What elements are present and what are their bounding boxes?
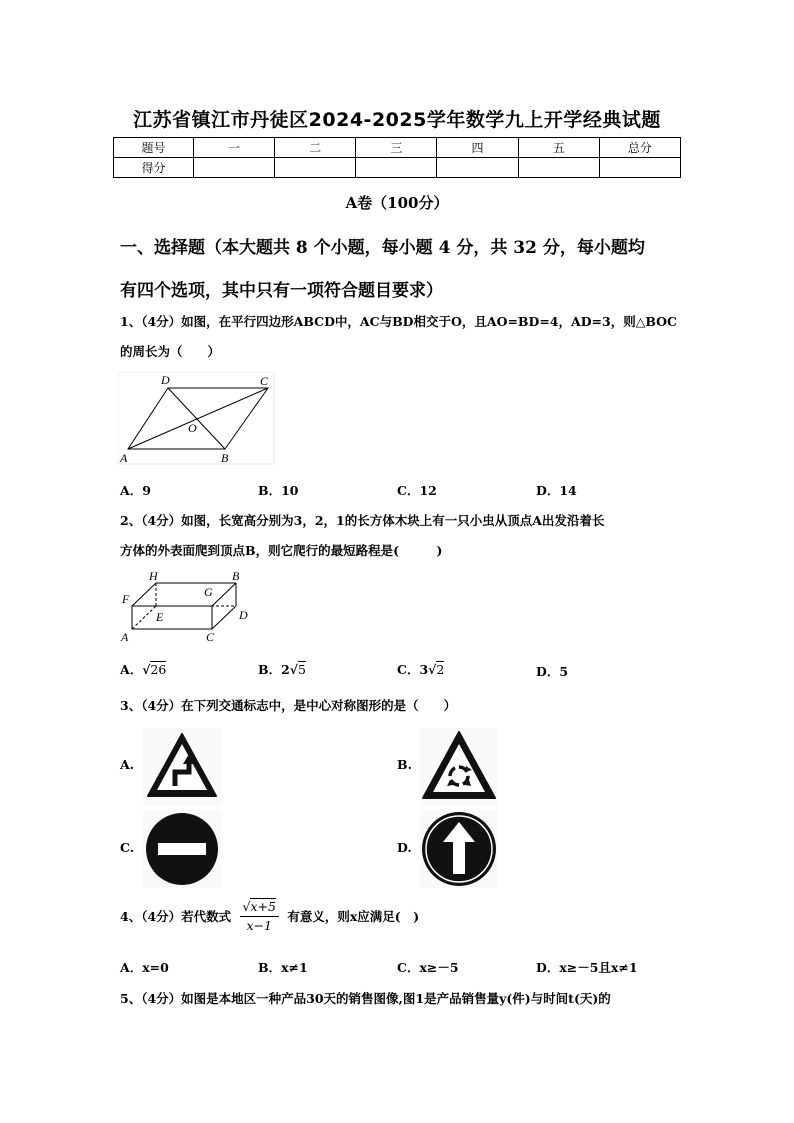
radicand: x+5: [250, 899, 276, 914]
q3-option-b-label[interactable]: B.: [397, 757, 412, 772]
q1-text-line2: 的周长为（ ）: [120, 344, 221, 359]
q4-suffix: 有意义，则x应满足( ): [287, 908, 420, 924]
score-table-cell: 一: [194, 138, 275, 158]
radical-sign: √: [428, 662, 437, 677]
fraction-numerator: [240, 898, 279, 916]
q5-text: 5、（4分）如图是本地区一种产品30天的销售图像,图1是产品销售量y(件)与时间t(天)的: [120, 991, 611, 1006]
q1-option-a[interactable]: A．9: [120, 483, 151, 498]
score-input-cell[interactable]: [275, 158, 356, 178]
score-table-cell: 四: [437, 138, 518, 158]
section-a-heading: A卷（100分）: [345, 194, 449, 212]
roundabout-warning-sign-icon[interactable]: [420, 728, 498, 806]
score-table-cell: 五: [518, 138, 599, 158]
part1-heading-line2: 有四个选项，其中只有一项符合题目要求）: [120, 281, 443, 301]
score-input-cell[interactable]: [194, 158, 275, 178]
q2-option-a[interactable]: [120, 660, 166, 678]
q2-text-line2: 方体的外表面爬到顶点B，则它爬行的最短路程是( ): [120, 543, 443, 558]
score-table-header-row: [114, 138, 681, 158]
q4-option-a[interactable]: A．x=0: [120, 960, 169, 975]
score-table-cell: 二: [275, 138, 356, 158]
q3-text: 3、（4分）在下列交通标志中，是中心对称图形的是（ ）: [120, 698, 457, 713]
q3-option-d-label[interactable]: D.: [397, 840, 412, 855]
radicand: 26: [150, 662, 167, 677]
vertex-label-h: H: [149, 569, 158, 583]
q3-option-c-label[interactable]: C.: [120, 840, 135, 855]
radical-sign: √: [142, 662, 151, 677]
vertex-label-d: D: [161, 373, 170, 387]
q4-option-c[interactable]: C．x≥－5: [397, 960, 459, 975]
q1-text-line1: 1、（4分）如图，在平行四边形ABCD中，AC与BD相交于O，且AO=BD=4，AD=3，则△BOC: [120, 314, 677, 329]
radicand: 5: [297, 662, 306, 677]
exam-title: 江苏省镇江市丹徒区2024-2025学年数学九上开学经典试题: [133, 109, 661, 131]
point-label-o: O: [188, 421, 197, 435]
vertex-label-a: A: [121, 630, 129, 644]
part1-heading-line1: 一、选择题（本大题共 8 个小题，每小题 4 分，共 32 分，每小题均: [120, 238, 645, 258]
q4-prefix: 4、（4分）若代数式: [120, 908, 232, 924]
q2-option-b[interactable]: [258, 660, 306, 678]
score-table: [113, 137, 681, 178]
radical-sign: √: [242, 899, 251, 914]
straight-ahead-sign-icon[interactable]: [420, 810, 498, 888]
vertex-label-c: C: [206, 630, 215, 644]
radicand: 2: [436, 662, 445, 677]
score-table-cell: 三: [356, 138, 437, 158]
score-table-cell: 题号: [114, 138, 194, 158]
fraction-denominator: x−1: [240, 916, 279, 935]
score-input-cell[interactable]: [518, 158, 599, 178]
q1-option-d[interactable]: D．14: [536, 483, 577, 498]
vertex-label-b: B: [221, 451, 229, 465]
option-prefix: C．3: [397, 662, 429, 677]
score-input-cell[interactable]: [356, 158, 437, 178]
q2-option-c[interactable]: [397, 660, 444, 678]
option-prefix: A．: [120, 662, 143, 677]
score-table-cell: 总分: [599, 138, 680, 158]
vertex-label-e: E: [156, 610, 164, 624]
vertex-label-f: F: [122, 592, 130, 606]
score-table-cell: 得分: [114, 158, 194, 178]
q2-option-d[interactable]: D．5: [536, 664, 569, 679]
vertex-label-c: C: [260, 374, 269, 388]
q3-option-a-label[interactable]: A.: [120, 757, 135, 772]
vertex-label-g: G: [204, 585, 213, 599]
no-entry-sign-icon[interactable]: [143, 810, 221, 888]
zigzag-warning-sign-icon[interactable]: [143, 728, 221, 806]
q1-option-c[interactable]: C．12: [397, 483, 437, 498]
q1-option-b[interactable]: B．10: [258, 483, 299, 498]
fraction: [240, 898, 279, 935]
q4-option-b[interactable]: B．x≠1: [258, 960, 308, 975]
vertex-label-d: D: [239, 608, 248, 622]
diagonal-bd: [168, 388, 225, 449]
cuboid-figure: [118, 566, 258, 644]
radical-sign: √: [289, 662, 298, 677]
score-table-score-row: [114, 158, 681, 178]
q4-option-d[interactable]: D．x≥－5且x≠1: [536, 960, 638, 975]
score-input-cell[interactable]: [599, 158, 680, 178]
score-input-cell[interactable]: [437, 158, 518, 178]
option-prefix: B．2: [258, 662, 290, 677]
vertex-label-b: B: [232, 569, 240, 583]
vertex-label-a: A: [120, 451, 128, 465]
parallelogram-figure: [118, 372, 276, 466]
q2-text-line1: 2、（4分）如图，长宽高分别为3，2，1的长方体木块上有一只小虫从顶点A出发沿着长: [120, 513, 605, 528]
q4-text: [120, 898, 720, 935]
